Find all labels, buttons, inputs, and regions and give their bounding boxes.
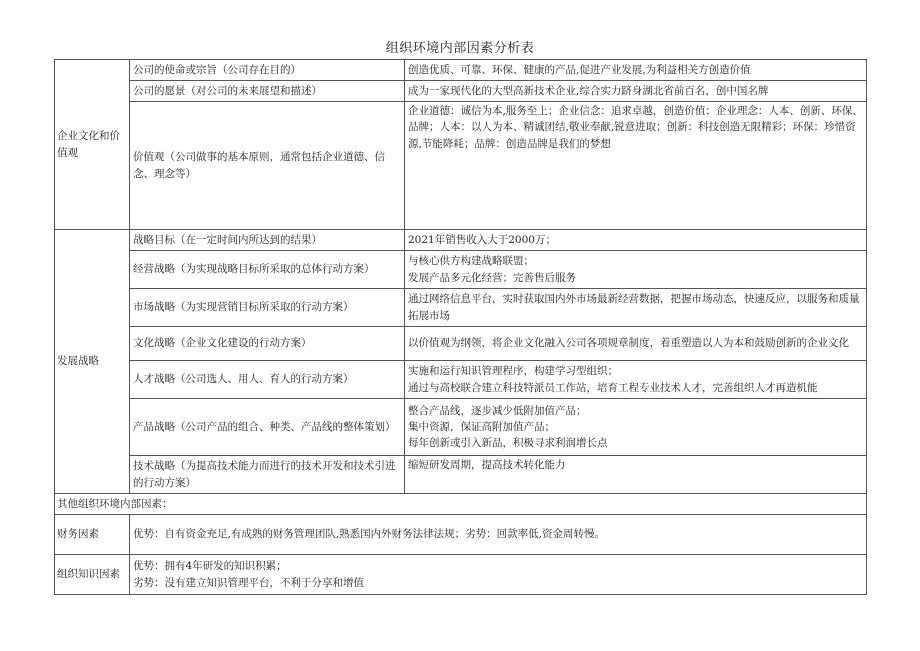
table-row [55, 230, 867, 251]
content-line: 劣势：没有建立知识管理平台，不利于分享和增值 [133, 576, 364, 589]
item-strategic-goal: 战略目标（在一定时间内所达到的结果） [130, 230, 405, 251]
item-market-strategy: 市场战略（为实现营销目标所采取的行动方案） [130, 289, 405, 327]
section-label-knowledge: 组织知识因素 [55, 555, 130, 595]
content-line: 通过与高校联合建立科技特派员工作站，培育工程专业技术人才，完善组织人才再造机能 [408, 381, 818, 394]
content-line: 通过网络信息平台，实时获取国内外市场最新经营数据，把握市场动态，快速反应，以服务和质量拓展市场 [408, 293, 860, 322]
table-row [55, 399, 867, 456]
content-line: 发展产品多元化经营；完善售后服务 [408, 271, 576, 284]
item-mission: 公司的使命或宗旨（公司存在目的） [130, 60, 405, 81]
content-business-strategy [405, 251, 867, 289]
content-line: 集中资源，保证高附加值产品； [408, 420, 555, 433]
content-product-strategy [405, 399, 867, 456]
content-finance: 优势：自有资金充足,有成熟的财务管理团队,熟悉国内外财务法律法规；劣势：回款率低,资金周转慢。 [130, 515, 867, 555]
item-talent-strategy: 人才战略（公司选人、用人、育人的行动方案） [130, 361, 405, 399]
table-row [55, 102, 867, 230]
content-line: 优势：拥有4年研发的知识积累； [133, 560, 287, 573]
content-tech-strategy [405, 456, 867, 494]
section-label-strategy: 发展战略 [55, 230, 130, 494]
table-row [55, 81, 867, 102]
content-line: 与核心供方构建战略联盟； [408, 255, 534, 268]
table-row [55, 327, 867, 361]
table-row [55, 515, 867, 555]
item-business-strategy: 经营战略（为实现战略目标所采取的总体行动方案） [130, 251, 405, 289]
content-knowledge [130, 555, 867, 595]
content-talent-strategy [405, 361, 867, 399]
content-culture-strategy [405, 327, 867, 361]
section-label-finance: 财务因素 [55, 515, 130, 555]
table-row [55, 555, 867, 595]
table-row [55, 60, 867, 81]
content-market-strategy [405, 289, 867, 327]
table-row [55, 494, 867, 515]
content-line: 缩短研发周期，提高技术转化能力 [408, 459, 566, 471]
section-label-culture: 企业文化和价值观 [55, 60, 130, 230]
content-line: 每年创新或引入新品，积极寻求利润增长点 [408, 437, 608, 450]
content-mission: 创造优质、可靠、环保、健康的产品,促进产业发展,为利益相关方创造价值 [405, 60, 867, 81]
content-line: 2021年销售收入大于2000万； [408, 233, 556, 246]
table-row [55, 456, 867, 494]
table-row [55, 361, 867, 399]
item-vision: 公司的愿景（对公司的未来展望和描述） [130, 81, 405, 102]
item-tech-strategy: 技术战略（为提高技术能力而进行的技术开发和技术引进的行动方案） [130, 456, 405, 494]
page-title: 组织环境内部因素分析表 [385, 41, 535, 56]
table-row [55, 289, 867, 327]
content-vision: 成为一家现代化的大型高新技术企业,综合实力跻身湖北省前百名，创中国名牌 [405, 81, 867, 102]
content-line: 实施和运行知识管理程序，构建学习型组织； [408, 365, 618, 378]
analysis-table [54, 59, 867, 595]
table-row [55, 251, 867, 289]
other-factors-header: 其他组织环境内部因素： [55, 494, 867, 515]
item-product-strategy: 产品战略（公司产品的组合、种类、产品线的整体策划） [130, 399, 405, 456]
content-line: 整合产品线，逐步减少低附加值产品； [408, 404, 587, 417]
item-values: 价值观（公司做事的基本原则，通常包括企业道德、信念、理念等） [130, 102, 405, 230]
content-strategic-goal [405, 230, 867, 251]
item-culture-strategy: 文化战略（企业文化建设的行动方案） [130, 327, 405, 361]
content-values: 企业道德：诚信为本,服务至上；企业信念：追求卓越，创造价值；企业理念：人本、创新、环保、品牌；人本：以人为本、精诚团结,敬业奉献,锐意进取；创新：科技创造无限精彩；环保：珍惜资源,节能降耗；品牌：创造品牌是我们的梦想 [405, 102, 867, 230]
content-line: 以价值观为纲领，将企业文化融入公司各项规章制度，着重塑造以人为本和鼓励创新的企业文化 [408, 337, 849, 350]
